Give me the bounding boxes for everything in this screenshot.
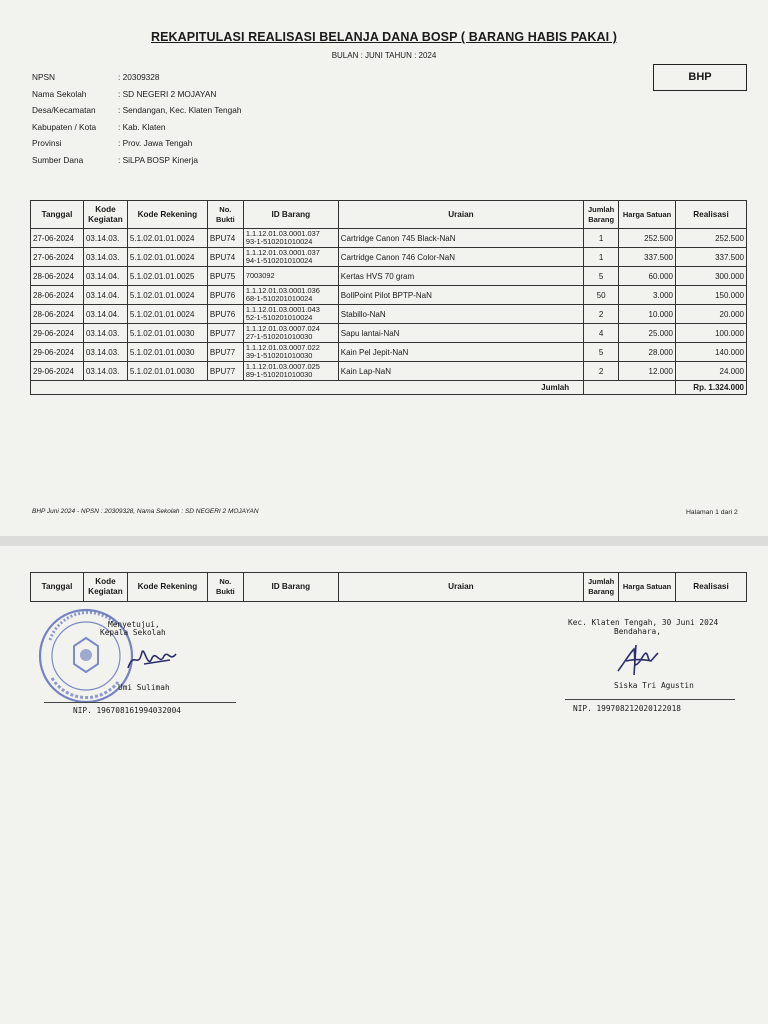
signature-line-right xyxy=(565,699,735,700)
id-barang-line-1: 1.1.12.01.03.0001.043 xyxy=(245,304,320,314)
table-row xyxy=(31,229,747,248)
cell-uraian: Sapu lantai-NaN xyxy=(338,324,583,343)
cell-no-bukti: BPU76 xyxy=(207,305,243,324)
cell-kode-rekening: 5.1.02.01.01.0030 xyxy=(127,362,207,381)
col-header-realisasi: Realisasi xyxy=(676,201,747,229)
place-date: Kec. Klaten Tengah, 30 Juni 2024 xyxy=(568,618,719,627)
info-label: Provinsi xyxy=(32,138,62,148)
id-barang-line-1: 1.1.12.01.03.0007.024 xyxy=(245,323,320,333)
cell-kode-rekening: 5.1.02.01.01.0024 xyxy=(127,229,207,248)
col-header-id-barang: ID Barang xyxy=(243,201,338,229)
cell-tanggal: 29-06-2024 xyxy=(31,362,84,381)
headmaster-signature xyxy=(124,640,184,680)
cell-tanggal: 27-06-2024 xyxy=(31,229,84,248)
col-header-jumlah-barang: Jumlah Barang xyxy=(584,201,619,229)
cell-harga-satuan: 60.000 xyxy=(619,267,676,286)
table-header-row xyxy=(31,201,747,229)
info-label: Kabupaten / Kota xyxy=(32,121,97,132)
cell-no-bukti: BPU77 xyxy=(207,324,243,343)
info-value: : 20309328 xyxy=(118,72,160,82)
cell-no-bukti: BPU76 xyxy=(207,286,243,305)
id-barang-line-2: 68-1-510201010024 xyxy=(245,294,313,303)
col-header-kode-kegiatan: Kode Kegiatan xyxy=(83,573,127,602)
treasurer-nip: NIP. 199708212020122018 xyxy=(573,704,681,713)
info-label: Nama Sekolah xyxy=(32,88,87,99)
info-value: : Sendangan, Kec. Klaten Tengah xyxy=(118,105,242,115)
cell-kode-kegiatan: 03.14.03. xyxy=(83,229,127,248)
cell-realisasi: 24.000 xyxy=(676,362,747,381)
cell-harga-satuan: 337.500 xyxy=(619,248,676,267)
cell-kode-kegiatan: 03.14.03. xyxy=(83,324,127,343)
col-header-realisasi: Realisasi xyxy=(676,573,747,602)
cell-tanggal: 28-06-2024 xyxy=(31,305,84,324)
cell-id-barang xyxy=(243,305,338,324)
cell-jumlah-barang: 5 xyxy=(584,343,619,362)
id-barang-line-1: 1.1.12.01.03.0007.025 xyxy=(245,361,320,371)
cell-id-barang xyxy=(243,324,338,343)
cell-uraian: Stabillo-NaN xyxy=(338,305,583,324)
cell-tanggal: 27-06-2024 xyxy=(31,248,84,267)
document-subtitle: BULAN : JUNI TAHUN : 2024 xyxy=(331,51,437,60)
id-barang-line-2: 93-1-510201010024 xyxy=(245,237,313,246)
info-label: Desa/Kecamatan xyxy=(32,105,96,115)
col-header-uraian: Uraian xyxy=(338,201,583,229)
approval-label: Menyetujui, xyxy=(108,620,160,629)
cell-kode-rekening: 5.1.02.01.01.0024 xyxy=(127,305,207,324)
info-value: : SiLPA BOSP Kinerja xyxy=(118,154,198,165)
cell-no-bukti: BPU74 xyxy=(207,248,243,267)
page2-table-header xyxy=(30,572,747,602)
cell-tanggal: 29-06-2024 xyxy=(31,324,84,343)
id-barang-line-1: 7003092 xyxy=(245,270,275,280)
cell-jumlah-barang: 50 xyxy=(584,286,619,305)
id-barang-line-2: 52-1-510201010024 xyxy=(245,313,313,322)
cell-id-barang xyxy=(243,343,338,362)
id-barang-line-1: 1.1.12.01.03.0001.037 xyxy=(245,228,320,238)
cell-jumlah-barang: 4 xyxy=(584,324,619,343)
total-spacer xyxy=(584,381,676,395)
cell-tanggal: 28-06-2024 xyxy=(31,267,84,286)
id-barang-line-1: 1.1.12.01.03.0001.037 xyxy=(245,247,320,257)
cell-kode-rekening: 5.1.02.01.01.0024 xyxy=(127,286,207,305)
cell-harga-satuan: 25.000 xyxy=(619,324,676,343)
id-barang-line-1: 1.1.12.01.03.0007.022 xyxy=(245,342,320,352)
id-barang-line-2: 39-1-510201010030 xyxy=(245,351,313,360)
col-header-tanggal: Tanggal xyxy=(31,201,84,229)
table-row xyxy=(31,362,747,381)
cell-realisasi: 150.000 xyxy=(676,286,747,305)
total-row xyxy=(31,381,747,395)
info-value: : Prov. Jawa Tengah xyxy=(118,138,193,148)
cell-kode-rekening: 5.1.02.01.01.0025 xyxy=(127,267,207,286)
cell-realisasi: 300.000 xyxy=(676,267,747,286)
col-header-no-bukti: No. Bukti xyxy=(207,573,243,602)
cell-id-barang xyxy=(243,362,338,381)
page-number: Halaman 1 dari 2 xyxy=(686,509,738,516)
col-header-tanggal: Tanggal xyxy=(31,573,84,602)
cell-id-barang xyxy=(243,229,338,248)
cell-jumlah-barang: 1 xyxy=(584,248,619,267)
cell-jumlah-barang: 2 xyxy=(584,362,619,381)
table-row xyxy=(31,286,747,305)
col-header-kode-rekening: Kode Rekening xyxy=(127,573,207,602)
col-header-harga-satuan: Harga Satuan xyxy=(619,573,676,602)
cell-id-barang xyxy=(243,267,338,286)
cell-realisasi: 20.000 xyxy=(676,305,747,324)
headmaster-name: Umi Sulimah xyxy=(118,683,170,692)
col-header-uraian: Uraian xyxy=(338,573,583,602)
cell-realisasi: 337.500 xyxy=(676,248,747,267)
cell-realisasi: 140.000 xyxy=(676,343,747,362)
cell-harga-satuan: 12.000 xyxy=(619,362,676,381)
cell-uraian: Kertas HVS 70 gram xyxy=(338,267,583,286)
col-header-no-bukti: No. Bukti xyxy=(207,201,243,229)
cell-no-bukti: BPU77 xyxy=(207,343,243,362)
treasurer-name: Siska Tri Agustin xyxy=(614,681,694,690)
col-header-kode-kegiatan: Kode Kegiatan xyxy=(83,201,127,229)
cell-harga-satuan: 10.000 xyxy=(619,305,676,324)
realisasi-table xyxy=(30,200,747,395)
cell-kode-kegiatan: 03.14.04. xyxy=(83,305,127,324)
cell-harga-satuan: 3.000 xyxy=(619,286,676,305)
document-title: REKAPITULASI REALISASI BELANJA DANA BOSP ( BARANG HABIS PAKAI ) xyxy=(150,30,618,44)
total-value: Rp. 1.324.000 xyxy=(676,381,747,395)
cell-kode-kegiatan: 03.14.03. xyxy=(83,343,127,362)
headmaster-role: Kepala Sekolah xyxy=(100,628,166,637)
table-row xyxy=(31,267,747,286)
signature-line-left xyxy=(44,702,236,703)
info-value: : Kab. Klaten xyxy=(118,121,166,132)
cell-kode-kegiatan: 03.14.03. xyxy=(83,362,127,381)
col-header-harga-satuan: Harga Satuan xyxy=(619,201,676,229)
treasurer-role: Bendahara, xyxy=(614,627,661,636)
table-row xyxy=(31,324,747,343)
table-row xyxy=(31,343,747,362)
cell-harga-satuan: 252.500 xyxy=(619,229,676,248)
cell-realisasi: 252.500 xyxy=(676,229,747,248)
info-label: NPSN xyxy=(32,72,56,82)
col-header-jumlah-barang: Jumlah Barang xyxy=(584,573,619,602)
cell-realisasi: 100.000 xyxy=(676,324,747,343)
cell-id-barang xyxy=(243,286,338,305)
table-row xyxy=(31,305,747,324)
cell-uraian: Cartridge Canon 745 Black-NaN xyxy=(338,229,583,248)
cell-jumlah-barang: 2 xyxy=(584,305,619,324)
headmaster-nip: NIP. 196708161994032004 xyxy=(73,706,181,715)
info-label: Sumber Dana xyxy=(32,154,84,165)
info-value: : SD NEGERI 2 MOJAYAN xyxy=(118,88,217,99)
cell-harga-satuan: 28.000 xyxy=(619,343,676,362)
cell-uraian: BollPoint Pilot BPTP-NaN xyxy=(338,286,583,305)
table-body xyxy=(31,229,747,381)
cell-jumlah-barang: 5 xyxy=(584,267,619,286)
table-row xyxy=(31,248,747,267)
col-header-kode-rekening: Kode Rekening xyxy=(127,201,207,229)
cell-id-barang xyxy=(243,248,338,267)
cell-uraian: Kain Pel Jepit-NaN xyxy=(338,343,583,362)
page-footer: BHP Juni 2024 - NPSN : 20309328, Nama Sekolah : SD NEGERI 2 MOJAYAN xyxy=(32,508,259,515)
cell-no-bukti: BPU74 xyxy=(207,229,243,248)
cell-no-bukti: BPU75 xyxy=(207,267,243,286)
cell-kode-rekening: 5.1.02.01.01.0030 xyxy=(127,343,207,362)
cell-tanggal: 28-06-2024 xyxy=(31,286,84,305)
id-barang-line-2: 94-1-510201010024 xyxy=(245,256,313,265)
table-header-row xyxy=(31,573,747,602)
cell-tanggal: 29-06-2024 xyxy=(31,343,84,362)
cell-kode-kegiatan: 03.14.03. xyxy=(83,248,127,267)
id-barang-line-2: 89-1-510201010030 xyxy=(245,370,313,379)
bhp-badge: BHP xyxy=(653,64,747,91)
cell-kode-kegiatan: 03.14.04. xyxy=(83,267,127,286)
cell-uraian: Kain Lap-NaN xyxy=(338,362,583,381)
col-header-id-barang: ID Barang xyxy=(243,573,338,602)
id-barang-line-1: 1.1.12.01.03.0001.036 xyxy=(245,285,320,295)
cell-no-bukti: BPU77 xyxy=(207,362,243,381)
cell-uraian: Cartridge Canon 746 Color-NaN xyxy=(338,248,583,267)
cell-kode-rekening: 5.1.02.01.01.0030 xyxy=(127,324,207,343)
cell-kode-rekening: 5.1.02.01.01.0024 xyxy=(127,248,207,267)
total-label: Jumlah xyxy=(31,381,584,395)
document-page-2 xyxy=(0,546,768,1024)
id-barang-line-2: 27-1-510201010030 xyxy=(245,332,313,341)
cell-kode-kegiatan: 03.14.04. xyxy=(83,286,127,305)
cell-jumlah-barang: 1 xyxy=(584,229,619,248)
treasurer-signature xyxy=(612,641,662,681)
